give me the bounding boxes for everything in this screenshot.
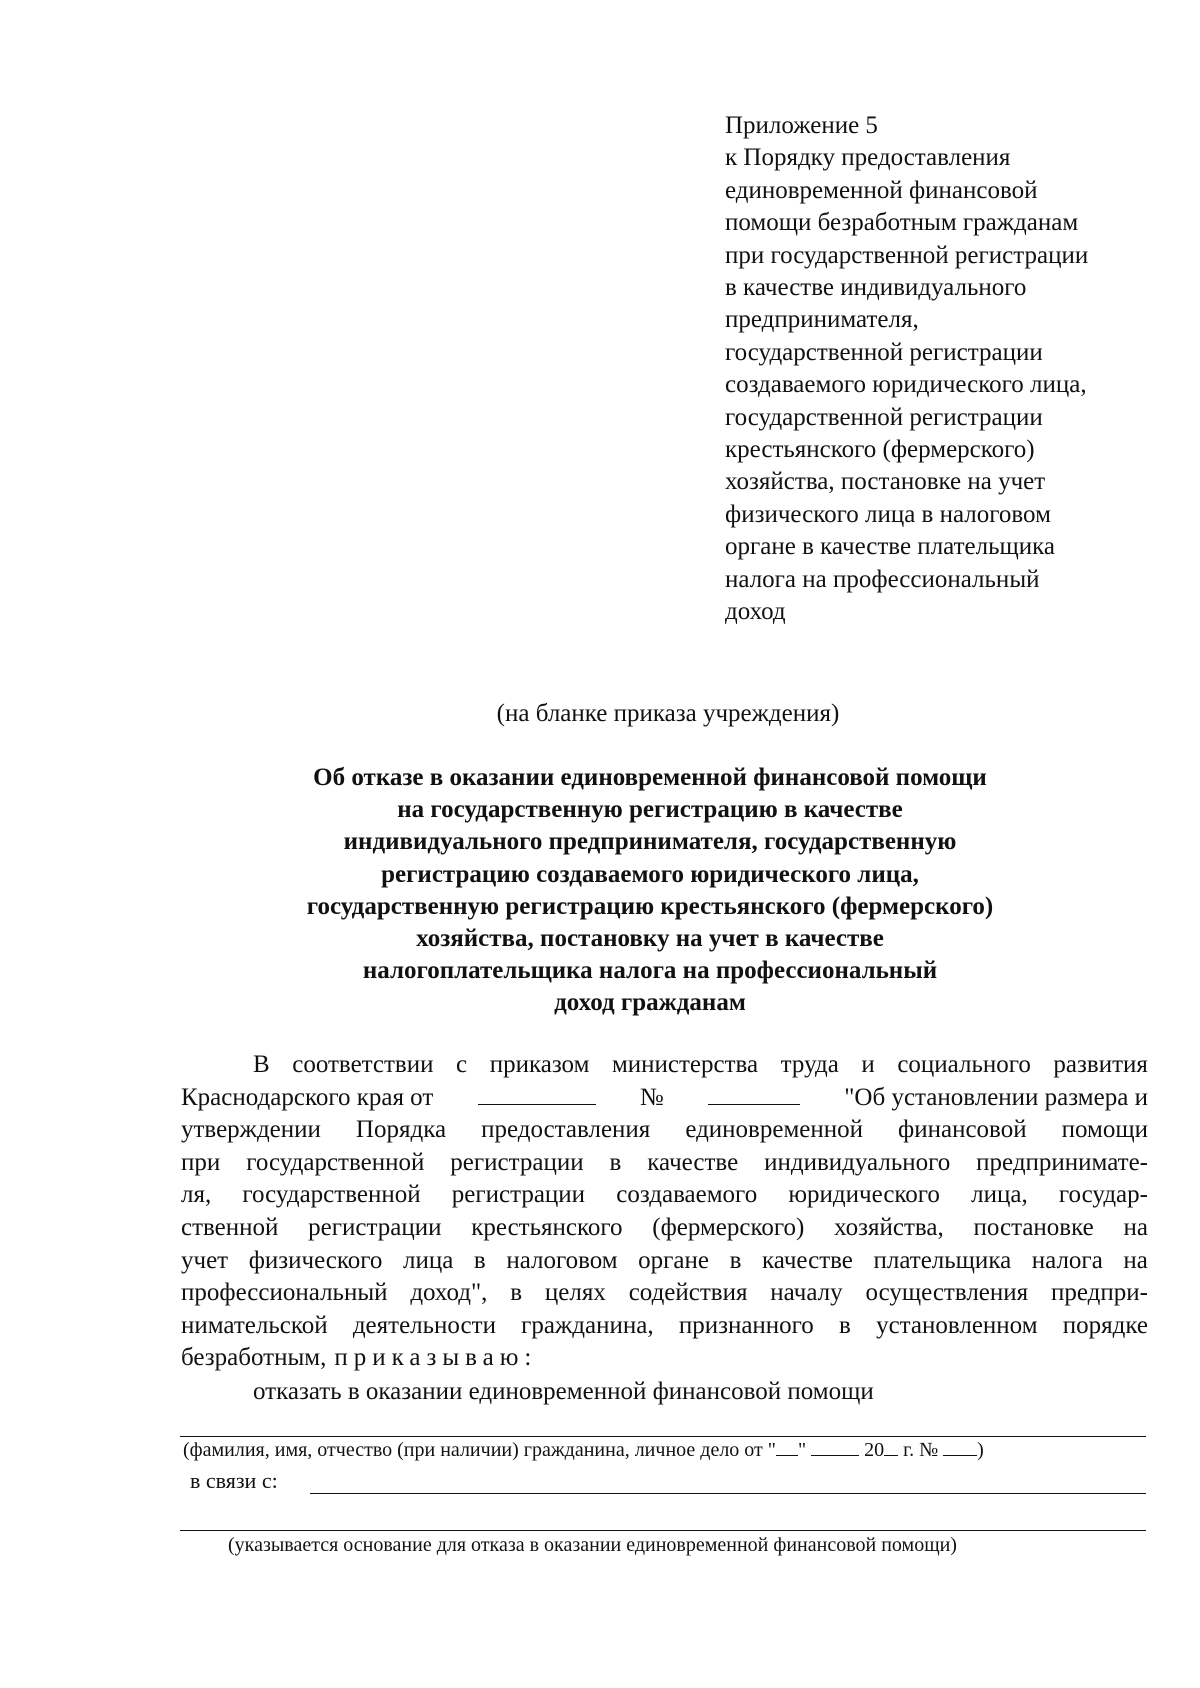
body-line-text: "Об установлении размера и [844,1083,1148,1111]
title-line: налогоплательщика налога на профессиональный [362,957,938,985]
body-line [181,1147,1148,1180]
body-line [181,1049,1148,1082]
caption-text: (фамилия, имя, отчество (при наличии) гражданина, личное дело от " [183,1439,776,1461]
body-line [181,1212,1148,1245]
blank-note [0,698,1200,730]
appendix-line: к Порядку предоставления [725,144,1011,172]
body-line-text: утверждении Порядка предоставления единовременной финансовой помощи [181,1116,1148,1144]
title-line: хозяйства, постановку на учет в качестве [416,925,884,953]
document-title [150,762,1150,1020]
blank-note-text: (на бланке приказа учреждения) [496,700,840,727]
body-paragraph [181,1049,1148,1375]
body-line-text: В соответствии с приказом министерства труда и социального развития [253,1051,1148,1078]
date-blank[interactable] [478,1082,596,1105]
order-line: отказать в оказании единовременной финансовой помощи [253,1378,874,1405]
caption-year: 20 [864,1439,885,1461]
body-line-text: безработным, [181,1344,327,1372]
caption-quote: " [797,1439,807,1461]
year-blank[interactable] [884,1437,898,1456]
reason-caption: (указывается основание для отказа в оказании единовременной финансовой помощи) [228,1534,957,1556]
appendix-line: создаваемого юридического лица, [725,371,1087,399]
title-line: индивидуального предпринимателя, государственную [343,828,957,856]
body-line-text: Краснодарского края от [181,1083,434,1111]
title-line: регистрацию создаваемого юридического лица, [381,860,919,888]
appendix-line: доход [725,598,786,626]
case-number-blank[interactable] [943,1437,977,1456]
title-line: на государственную регистрацию в качестве [397,796,903,824]
caption-number: г. № [903,1439,939,1461]
title-line: государственную регистрацию крестьянского (фермерского) [306,892,994,920]
appendix-line: единовременной финансовой [725,176,1038,204]
appendix-line: государственной регистрации [725,403,1043,431]
appendix-line: физического лица в налоговом [725,500,1051,528]
appendix-line: в качестве индивидуального [725,274,1027,302]
title-line: доход гражданам [554,989,746,1017]
body-line-text: ля, государственной регистрации создаваемого юридического лица, государ- [181,1181,1148,1209]
body-line [181,1277,1148,1310]
month-blank[interactable] [811,1437,859,1456]
due-to-line [190,1467,278,1495]
body-line-text: при государственной регистрации в качестве индивидуального предпринимате- [181,1148,1148,1176]
day-blank[interactable] [776,1437,798,1456]
number-blank[interactable] [708,1082,800,1105]
appendix-line: государственной регистрации [725,338,1043,366]
body-line-text: профессиональный доход", в целях содействия началу осуществления предпри- [181,1279,1148,1307]
body-line [181,1082,1148,1115]
appendix-line: крестьянского (фермерского) [725,436,1035,464]
appendix-line: при государственной регистрации [725,241,1089,269]
appendix-line: предпринимателя, [725,306,919,334]
title-line: Об отказе в оказании единовременной финансовой помощи [313,764,987,791]
body-line [181,1245,1148,1278]
appendix-block [725,110,1165,629]
appendix-line: хозяйства, постановке на учет [725,468,1046,496]
name-caption [183,1437,984,1463]
appendix-line: помощи безработным гражданам [725,209,1079,237]
body-line [181,1114,1148,1147]
body-line [181,1179,1148,1212]
appendix-line: органе в качестве плательщика [725,533,1056,561]
body-line-text: нимательской деятельности гражданина, признанного в установленном порядке [181,1311,1148,1339]
body-line-text: ственной регистрации крестьянского (фермерского) хозяйства, постановке на [181,1213,1148,1241]
reason-field-line[interactable] [310,1493,1146,1494]
body-line [181,1342,1148,1375]
appendix-line: Приложение 5 [725,112,878,139]
body-line-text: учет физического лица в налоговом органе в качестве плательщика налога на [181,1246,1148,1274]
appendix-line: налога на профессиональный [725,565,1040,593]
reason-field-line-2[interactable] [180,1530,1146,1531]
due-to-label: в связи с: [190,1468,278,1493]
order-word: приказываю: [334,1344,538,1372]
number-sign: № [639,1083,664,1111]
body-line [181,1310,1148,1343]
caption-close: ) [977,1439,984,1461]
